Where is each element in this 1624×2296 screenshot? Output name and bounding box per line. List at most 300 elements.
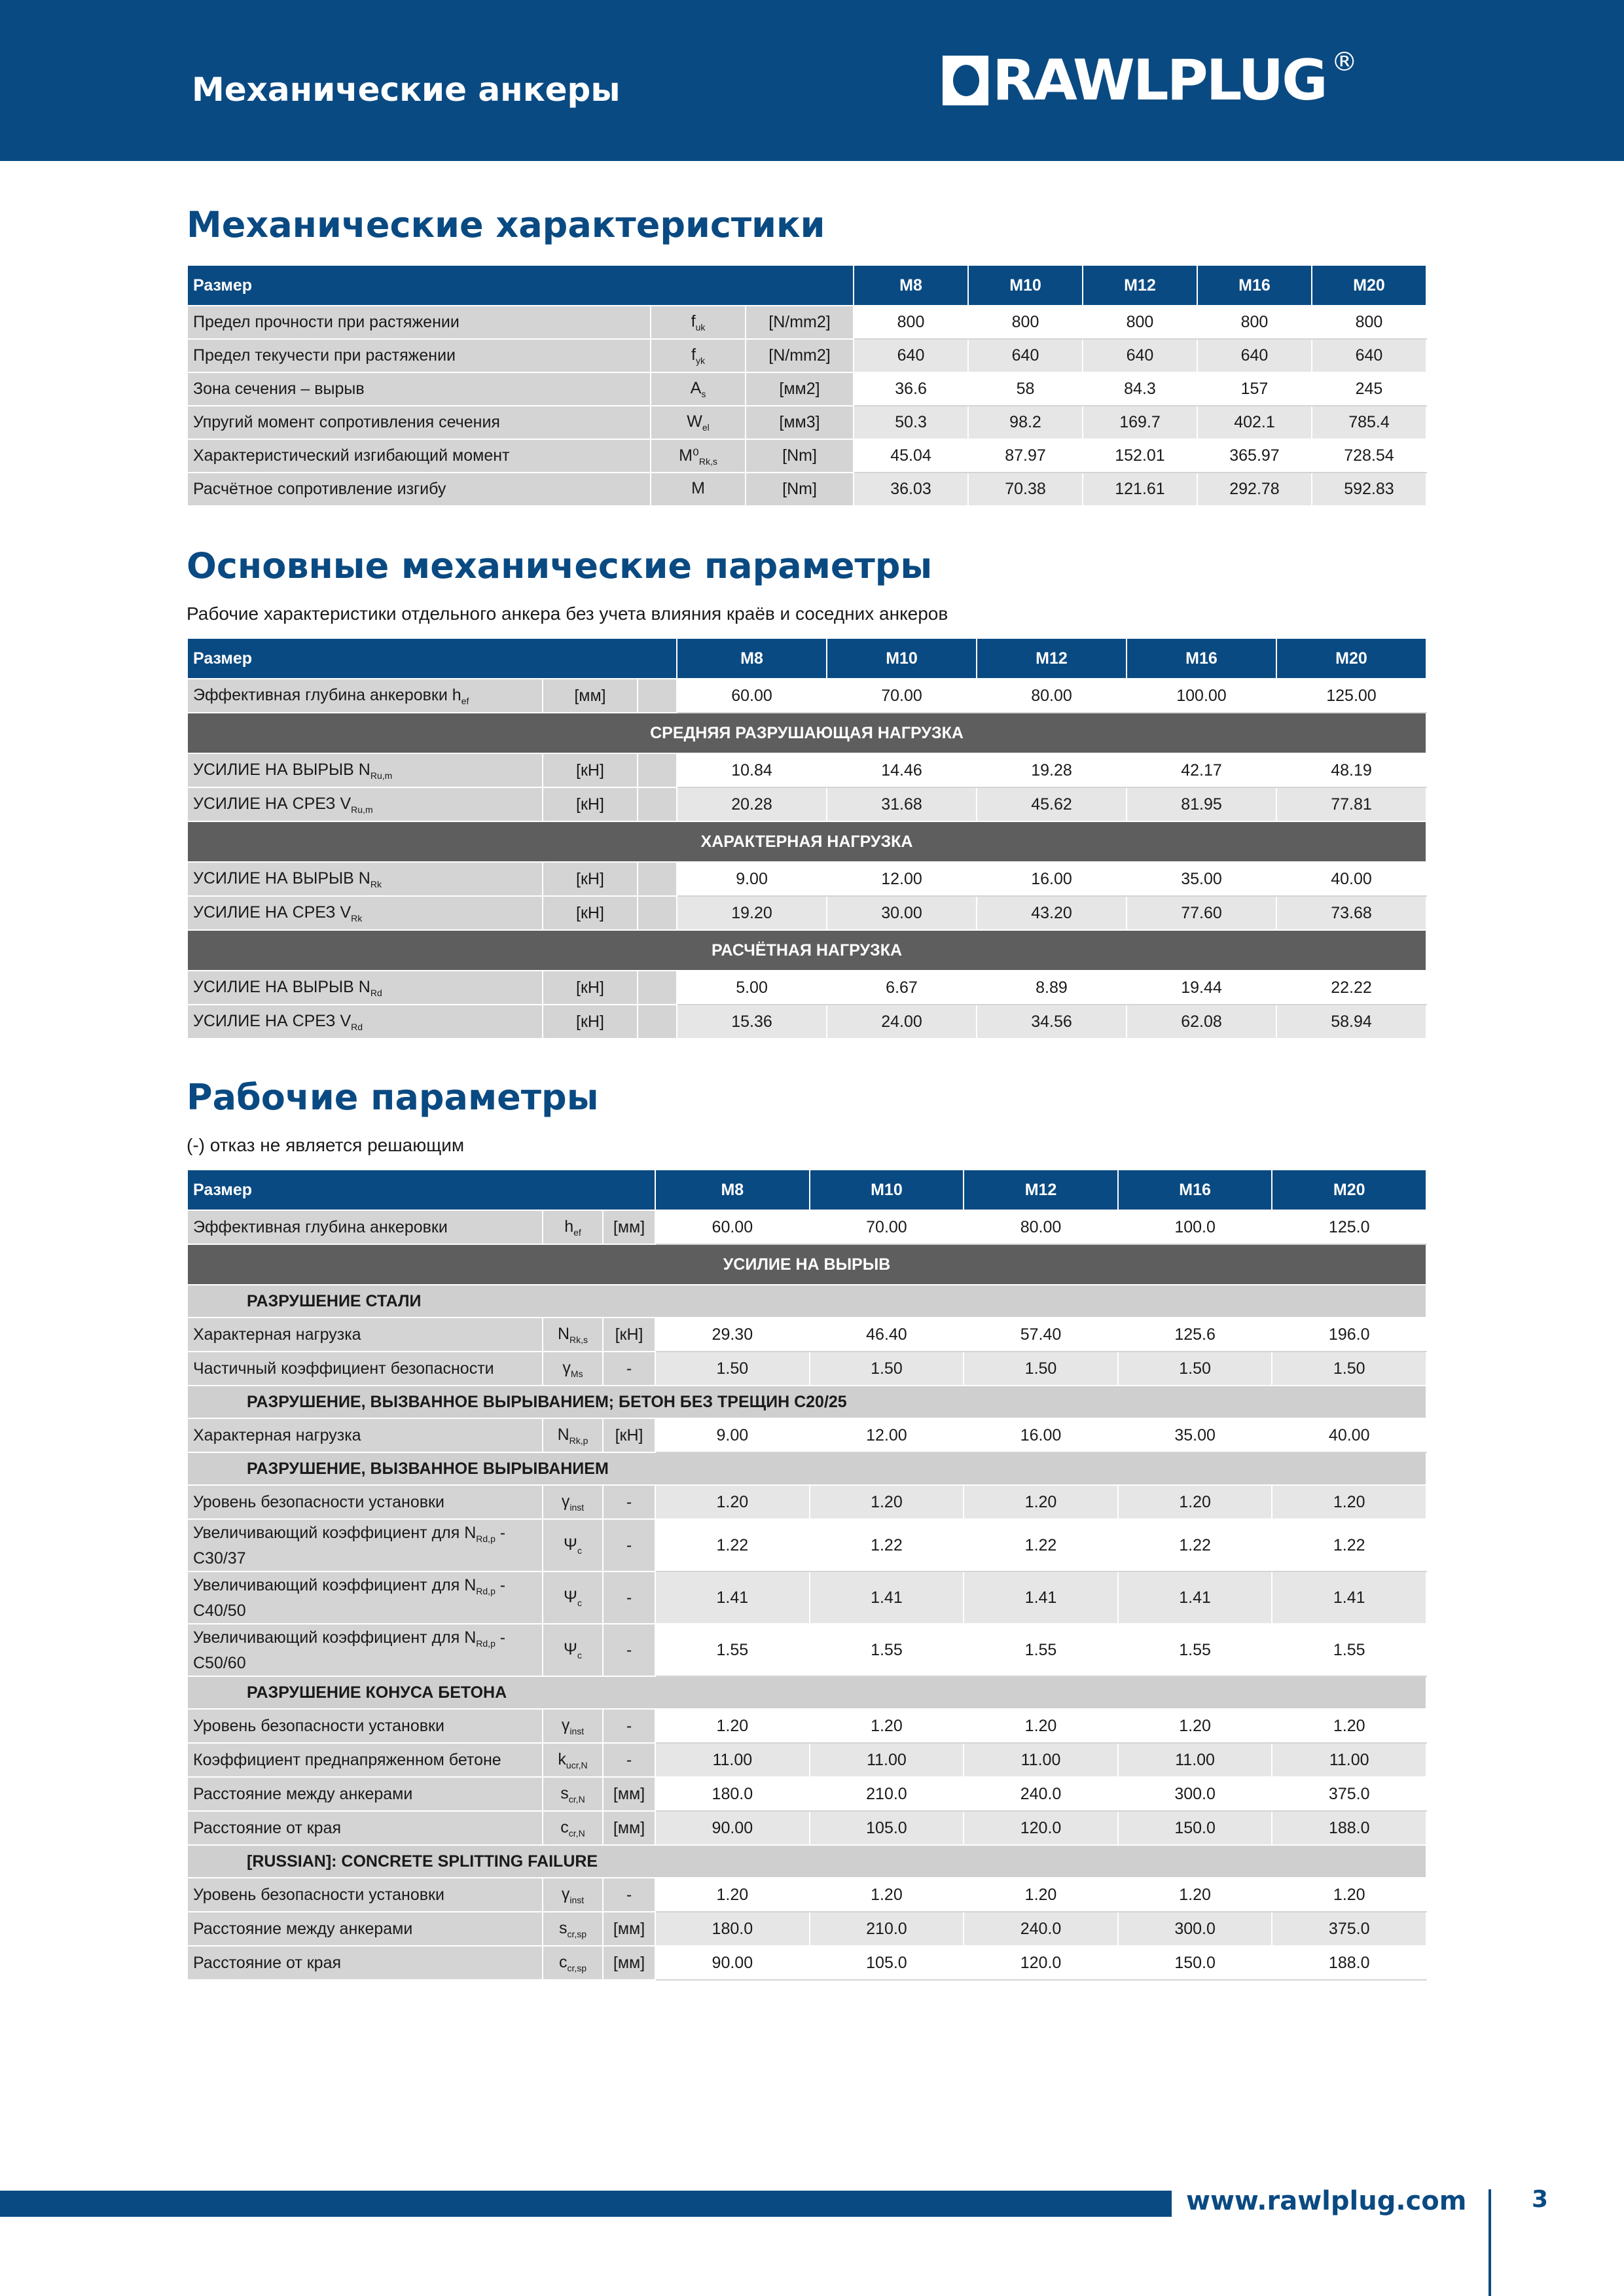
col-m8: M8 (854, 265, 968, 306)
cell-value: 29.30 (655, 1318, 810, 1352)
table-row (187, 896, 1426, 930)
cell-value: 1.55 (655, 1624, 810, 1676)
cell-value: 1.50 (655, 1352, 810, 1386)
band-characteristic-load: ХАРАКТЕРНАЯ НАГРУЗКА (187, 821, 1426, 862)
cell-value: 19.28 (977, 753, 1127, 787)
cell-value: 20.28 (677, 787, 827, 821)
cell-value: 77.60 (1127, 896, 1276, 930)
cell-value: 22.22 (1276, 971, 1426, 1005)
cell-value: 240.0 (964, 1777, 1118, 1811)
table-row (187, 1210, 1426, 1244)
row-symbol: $f_{uk}$ (651, 306, 746, 339)
row-symbol: $M^0_{Rk,s}$ (651, 439, 746, 473)
performance-table (187, 1169, 1427, 1981)
cell-value: 6.67 (827, 971, 977, 1005)
cell-value: 1.20 (1272, 1485, 1426, 1519)
row-label: Уровень безопасности установки (187, 1878, 543, 1912)
cell-value: 24.00 (827, 1005, 977, 1039)
row-label: УСИЛИЕ НА ВЫРЫВ $N_{Ru,m}$ (187, 753, 543, 787)
cell-value: 210.0 (810, 1777, 964, 1811)
cell-value: 152.01 (1083, 439, 1197, 473)
cell-value: 87.97 (968, 439, 1083, 473)
table-header-row (187, 265, 1426, 306)
header-title: Механические анкеры (192, 71, 621, 109)
row-label: Зона сечения – вырыв (187, 372, 651, 406)
row-unit: - (603, 1709, 655, 1743)
subband-row (187, 1845, 1426, 1878)
mechanical-characteristics-table (187, 264, 1427, 507)
row-unit: [кН] (543, 862, 638, 896)
cell-value: 800 (1197, 306, 1312, 339)
row-label: Расстояние между анкерами (187, 1912, 543, 1946)
table-row (187, 1571, 1426, 1624)
cell-value: 120.0 (964, 1946, 1118, 1980)
row-symbol: $k_{ucr,N}$ (543, 1743, 603, 1777)
cell-value: 800 (1312, 306, 1426, 339)
cell-value: 100.0 (1118, 1210, 1272, 1244)
row-label: Предел прочности при растяжении (187, 306, 651, 339)
cell-value: 1.20 (1272, 1878, 1426, 1912)
subband-row (187, 1676, 1426, 1709)
cell-value: 180.0 (655, 1912, 810, 1946)
row-unit: [N/mm2] (746, 339, 854, 372)
cell-value: 1.41 (964, 1571, 1118, 1624)
cell-value: 100.00 (1127, 679, 1276, 713)
cell-value: 45.04 (854, 439, 968, 473)
table-row (187, 339, 1426, 372)
table-row (187, 862, 1426, 896)
row-unit: [мм] (603, 1912, 655, 1946)
cell-value: 188.0 (1272, 1811, 1426, 1845)
row-unit: [Nm] (746, 473, 854, 506)
col-m8: M8 (655, 1170, 810, 1210)
cell-value: 105.0 (810, 1946, 964, 1980)
cell-value: 1.50 (964, 1352, 1118, 1386)
row-symbol: $h_{ef}$ (543, 1210, 603, 1244)
cell-value: 1.22 (1118, 1519, 1272, 1571)
row-label: Расстояние от края (187, 1946, 543, 1980)
cell-value: 36.03 (854, 473, 968, 506)
row-label: Характеристический изгибающий момент (187, 439, 651, 473)
cell-value: 1.22 (655, 1519, 810, 1571)
col-m20: M20 (1312, 265, 1426, 306)
cell-value: 728.54 (1312, 439, 1426, 473)
table-row (187, 1624, 1426, 1676)
row-label: УСИЛИЕ НА СРЕЗ $V_{Ru,m}$ (187, 787, 543, 821)
row-spacer (638, 896, 677, 930)
row-spacer (638, 1005, 677, 1039)
cell-value: 1.41 (810, 1571, 964, 1624)
cell-value: 800 (968, 306, 1083, 339)
cell-value: 592.83 (1312, 473, 1426, 506)
cell-value: 188.0 (1272, 1946, 1426, 1980)
table-row (187, 1709, 1426, 1743)
row-label: Увеличивающий коэффициент для $N_{Rd,p}$ - C30/37 (187, 1519, 543, 1571)
table-row (187, 1418, 1426, 1452)
cell-value: 120.0 (964, 1811, 1118, 1845)
table-row (187, 1878, 1426, 1912)
cell-value: 57.40 (964, 1318, 1118, 1352)
table-row (187, 473, 1426, 506)
cell-value: 150.0 (1118, 1811, 1272, 1845)
row-unit: [кН] (543, 1005, 638, 1039)
band-row (187, 1244, 1426, 1285)
row-unit: [мм2] (746, 372, 854, 406)
col-size: Размер (187, 638, 677, 679)
cell-value: 1.20 (655, 1878, 810, 1912)
section-title-performance: Рабочие параметры (187, 1077, 599, 1118)
band-row (187, 713, 1426, 753)
cell-value: 62.08 (1127, 1005, 1276, 1039)
table-row (187, 1946, 1426, 1980)
cell-value: 292.78 (1197, 473, 1312, 506)
cell-value: 1.20 (810, 1878, 964, 1912)
table-header-row (187, 1170, 1426, 1210)
row-unit: - (603, 1743, 655, 1777)
band-mean-failure-load: СРЕДНЯЯ РАЗРУШАЮЩАЯ НАГРУЗКА (187, 713, 1426, 753)
cell-value: 90.00 (655, 1946, 810, 1980)
band-design-load: РАСЧЁТНАЯ НАГРУЗКА (187, 930, 1426, 971)
cell-value: 150.0 (1118, 1946, 1272, 1980)
cell-value: 80.00 (964, 1210, 1118, 1244)
subband-pullout-uncracked: РАЗРУШЕНИЕ, ВЫЗВАННОЕ ВЫРЫВАНИЕМ; БЕТОН БЕЗ ТРЕЩИН C20/25 (187, 1386, 1426, 1418)
row-unit: [мм] (603, 1946, 655, 1980)
table-row (187, 406, 1426, 439)
cell-value: 1.20 (964, 1485, 1118, 1519)
row-unit: - (603, 1352, 655, 1386)
cell-value: 15.36 (677, 1005, 827, 1039)
cell-value: 40.00 (1276, 862, 1426, 896)
footer-website-link[interactable]: www.rawlplug.com (1186, 2186, 1467, 2216)
row-label: Коэффициент преднапряженном бетоне (187, 1743, 543, 1777)
row-label: УСИЛИЕ НА ВЫРЫВ $N_{Rd}$ (187, 971, 543, 1005)
col-m10: M10 (810, 1170, 964, 1210)
row-symbol: $\Psi_c$ (543, 1571, 603, 1624)
row-label: Увеличивающий коэффициент для $N_{Rd,p}$ - C40/50 (187, 1571, 543, 1624)
cell-value: 196.0 (1272, 1318, 1426, 1352)
cell-value: 1.20 (1118, 1878, 1272, 1912)
col-m16: M16 (1197, 265, 1312, 306)
row-spacer (638, 753, 677, 787)
row-symbol: $N_{Rk,p}$ (543, 1418, 603, 1452)
row-label: Характерная нагрузка (187, 1418, 543, 1452)
cell-value: 300.0 (1118, 1777, 1272, 1811)
row-label: УСИЛИЕ НА ВЫРЫВ $N_{Rk}$ (187, 862, 543, 896)
subband-steel-failure: РАЗРУШЕНИЕ СТАЛИ (187, 1285, 1426, 1318)
page-header (0, 0, 1624, 161)
col-size: Размер (187, 1170, 655, 1210)
cell-value: 157 (1197, 372, 1312, 406)
cell-value: 50.3 (854, 406, 968, 439)
cell-value: 35.00 (1118, 1418, 1272, 1452)
cell-value: 11.00 (964, 1743, 1118, 1777)
col-m12: M12 (977, 638, 1127, 679)
table-row (187, 1352, 1426, 1386)
cell-value: 70.38 (968, 473, 1083, 506)
cell-value: 1.20 (655, 1485, 810, 1519)
row-unit: - (603, 1624, 655, 1676)
cell-value: 58 (968, 372, 1083, 406)
row-label: Уровень безопасности установки (187, 1485, 543, 1519)
table-row (187, 1743, 1426, 1777)
cell-value: 375.0 (1272, 1777, 1426, 1811)
row-unit: - (603, 1485, 655, 1519)
cell-value: 1.22 (810, 1519, 964, 1571)
row-unit: [мм] (543, 679, 638, 713)
row-unit: [N/mm2] (746, 306, 854, 339)
row-label: Частичный коэффициент безопасности (187, 1352, 543, 1386)
row-label: Эффективная глубина анкеровки $h_{ef}$ (187, 679, 543, 713)
cell-value: 58.94 (1276, 1005, 1426, 1039)
table-header-row (187, 638, 1426, 679)
cell-value: 1.55 (964, 1624, 1118, 1676)
table-row (187, 753, 1426, 787)
row-label: Характерная нагрузка (187, 1318, 543, 1352)
table-row (187, 372, 1426, 406)
col-m10: M10 (968, 265, 1083, 306)
cell-value: 1.22 (1272, 1519, 1426, 1571)
col-m16: M16 (1118, 1170, 1272, 1210)
row-unit: [кН] (543, 971, 638, 1005)
cell-value: 81.95 (1127, 787, 1276, 821)
basic-parameters-table (187, 637, 1427, 1039)
cell-value: 45.62 (977, 787, 1127, 821)
col-m8: M8 (677, 638, 827, 679)
row-label: Упругий момент сопротивления сечения (187, 406, 651, 439)
row-symbol: $A_s$ (651, 372, 746, 406)
page-number: 3 (1532, 2186, 1549, 2213)
cell-value: 31.68 (827, 787, 977, 821)
row-symbol: $c_{cr,N}$ (543, 1811, 603, 1845)
cell-value: 12.00 (827, 862, 977, 896)
table-row (187, 1912, 1426, 1946)
cell-value: 11.00 (810, 1743, 964, 1777)
subband-row (187, 1452, 1426, 1485)
row-symbol: $\Psi_c$ (543, 1624, 603, 1676)
cell-value: 30.00 (827, 896, 977, 930)
cell-value: 640 (968, 339, 1083, 372)
cell-value: 90.00 (655, 1811, 810, 1845)
row-spacer (638, 679, 677, 713)
subband-splitting: [RUSSIAN]: CONCRETE SPLITTING FAILURE (187, 1845, 1426, 1878)
footer-bar (0, 2191, 1172, 2217)
row-label: Расстояние от края (187, 1811, 543, 1845)
col-size: Размер (187, 265, 854, 306)
cell-value: 105.0 (810, 1811, 964, 1845)
cell-value: 1.20 (655, 1709, 810, 1743)
table-row (187, 439, 1426, 473)
cell-value: 180.0 (655, 1777, 810, 1811)
subband-concrete-cone: РАЗРУШЕНИЕ КОНУСА БЕТОНА (187, 1676, 1426, 1709)
cell-value: 1.55 (1272, 1624, 1426, 1676)
table-row (187, 1811, 1426, 1845)
row-symbol: $\Psi_c$ (543, 1519, 603, 1571)
row-symbol: $c_{cr,sp}$ (543, 1946, 603, 1980)
table-row (187, 1777, 1426, 1811)
row-label: Расчётное сопротивление изгибу (187, 473, 651, 506)
cell-value: 16.00 (977, 862, 1127, 896)
cell-value: 11.00 (1272, 1743, 1426, 1777)
row-unit: - (603, 1519, 655, 1571)
cell-value: 240.0 (964, 1912, 1118, 1946)
cell-value: 42.17 (1127, 753, 1276, 787)
band-row (187, 821, 1426, 862)
cell-value: 1.20 (1118, 1709, 1272, 1743)
cell-value: 800 (1083, 306, 1197, 339)
cell-value: 11.00 (1118, 1743, 1272, 1777)
row-unit: - (603, 1878, 655, 1912)
row-spacer (638, 971, 677, 1005)
row-symbol: $\gamma_{inst}$ (543, 1709, 603, 1743)
cell-value: 1.50 (810, 1352, 964, 1386)
cell-value: 84.3 (1083, 372, 1197, 406)
cell-value: 19.44 (1127, 971, 1276, 1005)
cell-value: 300.0 (1118, 1912, 1272, 1946)
row-unit: [мм3] (746, 406, 854, 439)
section-title-basic-parameters: Основные механические параметры (187, 545, 933, 586)
cell-value: 1.22 (964, 1519, 1118, 1571)
cell-value: 73.68 (1276, 896, 1426, 930)
row-label: УСИЛИЕ НА СРЕЗ $V_{Rk}$ (187, 896, 543, 930)
row-unit: [мм] (603, 1777, 655, 1811)
cell-value: 14.46 (827, 753, 977, 787)
col-m12: M12 (964, 1170, 1118, 1210)
col-m16: M16 (1127, 638, 1276, 679)
row-unit: [кН] (603, 1318, 655, 1352)
row-symbol: $\gamma_{inst}$ (543, 1878, 603, 1912)
cell-value: 125.00 (1276, 679, 1426, 713)
footer-divider (1489, 2189, 1491, 2296)
row-label: Увеличивающий коэффициент для $N_{Rd,p}$ - C50/60 (187, 1624, 543, 1676)
table-row (187, 1318, 1426, 1352)
subband-row (187, 1386, 1426, 1418)
cell-value: 375.0 (1272, 1912, 1426, 1946)
col-m10: M10 (827, 638, 977, 679)
row-symbol: $W_{el}$ (651, 406, 746, 439)
cell-value: 800 (854, 306, 968, 339)
cell-value: 125.6 (1118, 1318, 1272, 1352)
cell-value: 1.20 (964, 1709, 1118, 1743)
cell-value: 1.55 (1118, 1624, 1272, 1676)
row-symbol: $\gamma_{inst}$ (543, 1485, 603, 1519)
cell-value: 640 (854, 339, 968, 372)
cell-value: 46.40 (810, 1318, 964, 1352)
cell-value: 5.00 (677, 971, 827, 1005)
cell-value: 1.41 (1118, 1571, 1272, 1624)
cell-value: 16.00 (964, 1418, 1118, 1452)
cell-value: 9.00 (677, 862, 827, 896)
section-subtitle: (-) отказ не является решающим (187, 1135, 465, 1155)
row-label: Предел текучести при растяжении (187, 339, 651, 372)
cell-value: 1.20 (810, 1709, 964, 1743)
row-symbol: $s_{cr,N}$ (543, 1777, 603, 1811)
cell-value: 1.41 (655, 1571, 810, 1624)
logo-text: RAWLPLUG (992, 48, 1326, 113)
cell-value: 12.00 (810, 1418, 964, 1452)
row-unit: [Nm] (746, 439, 854, 473)
row-unit: [кН] (543, 787, 638, 821)
cell-value: 169.7 (1083, 406, 1197, 439)
cell-value: 365.97 (1197, 439, 1312, 473)
cell-value: 11.00 (655, 1743, 810, 1777)
cell-value: 8.89 (977, 971, 1127, 1005)
cell-value: 70.00 (827, 679, 977, 713)
cell-value: 640 (1083, 339, 1197, 372)
cell-value: 10.84 (677, 753, 827, 787)
band-tension-load: УСИЛИЕ НА ВЫРЫВ (187, 1244, 1426, 1285)
row-symbol: $f_{yk}$ (651, 339, 746, 372)
col-m12: M12 (1083, 265, 1197, 306)
cell-value: 34.56 (977, 1005, 1127, 1039)
cell-value: 35.00 (1127, 862, 1276, 896)
cell-value: 210.0 (810, 1912, 964, 1946)
cell-value: 48.19 (1276, 753, 1426, 787)
cell-value: 402.1 (1197, 406, 1312, 439)
cell-value: 98.2 (968, 406, 1083, 439)
logo-mark-icon (943, 56, 988, 105)
row-label: УСИЛИЕ НА СРЕЗ $V_{Rd}$ (187, 1005, 543, 1039)
cell-value: 60.00 (655, 1210, 810, 1244)
row-unit: [мм] (603, 1811, 655, 1845)
row-unit: - (603, 1571, 655, 1624)
cell-value: 640 (1312, 339, 1426, 372)
section-subtitle: Рабочие характеристики отдельного анкера без учета влияния краёв и соседних анкеров (187, 603, 948, 624)
table-row (187, 679, 1426, 713)
subband-row (187, 1285, 1426, 1318)
row-symbol: $\gamma_{Ms}$ (543, 1352, 603, 1386)
cell-value: 43.20 (977, 896, 1127, 930)
row-symbol: $N_{Rk,s}$ (543, 1318, 603, 1352)
table-row (187, 971, 1426, 1005)
cell-value: 70.00 (810, 1210, 964, 1244)
cell-value: 1.20 (1272, 1709, 1426, 1743)
cell-value: 9.00 (655, 1418, 810, 1452)
band-row (187, 930, 1426, 971)
row-symbol: $s_{cr,sp}$ (543, 1912, 603, 1946)
subband-pullout: РАЗРУШЕНИЕ, ВЫЗВАННОЕ ВЫРЫВАНИЕМ (187, 1452, 1426, 1485)
row-symbol: M (651, 473, 746, 506)
cell-value: 19.20 (677, 896, 827, 930)
cell-value: 245 (1312, 372, 1426, 406)
table-row (187, 1005, 1426, 1039)
row-label: Эффективная глубина анкеровки (187, 1210, 543, 1244)
row-spacer (638, 862, 677, 896)
cell-value: 1.20 (964, 1878, 1118, 1912)
section-title-mechanical-characteristics: Механические характеристики (187, 204, 825, 245)
cell-value: 1.55 (810, 1624, 964, 1676)
cell-value: 1.20 (810, 1485, 964, 1519)
cell-value: 785.4 (1312, 406, 1426, 439)
table-row (187, 787, 1426, 821)
cell-value: 1.50 (1118, 1352, 1272, 1386)
cell-value: 77.81 (1276, 787, 1426, 821)
cell-value: 36.6 (854, 372, 968, 406)
cell-value: 80.00 (977, 679, 1127, 713)
table-row (187, 1519, 1426, 1571)
rawlplug-logo (943, 47, 1358, 113)
row-label: Уровень безопасности установки (187, 1709, 543, 1743)
row-spacer (638, 787, 677, 821)
cell-value: 125.0 (1272, 1210, 1426, 1244)
cell-value: 121.61 (1083, 473, 1197, 506)
col-m20: M20 (1272, 1170, 1426, 1210)
row-unit: [кН] (543, 896, 638, 930)
row-unit: [кН] (603, 1418, 655, 1452)
cell-value: 40.00 (1272, 1418, 1426, 1452)
row-unit: [мм] (603, 1210, 655, 1244)
registered-mark: ® (1331, 47, 1358, 77)
cell-value: 60.00 (677, 679, 827, 713)
